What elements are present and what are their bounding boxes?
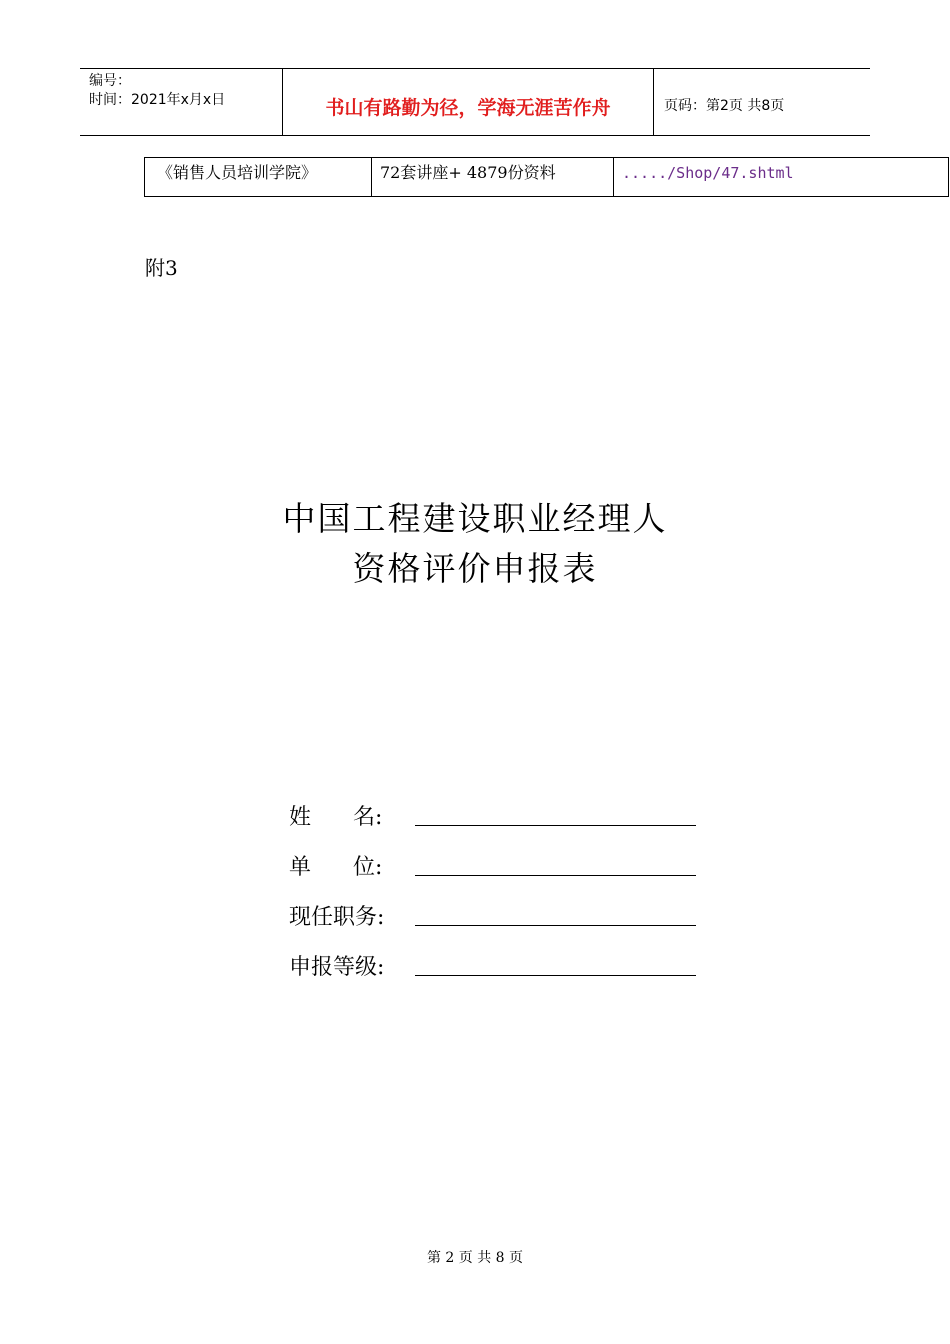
header-meta-cell	[80, 69, 282, 135]
form-field-level	[289, 950, 699, 982]
form-field-position	[289, 900, 699, 932]
field-label-position: 现任职务:	[289, 905, 385, 930]
document-title-line1: 中国工程建设职业经理人	[282, 499, 668, 538]
document-header	[80, 68, 870, 136]
field-line-unit[interactable]	[415, 875, 696, 876]
form-field-name	[289, 800, 699, 832]
document-title-line2: 资格评价申报表	[352, 549, 598, 588]
field-label-unit: 单 位:	[289, 855, 383, 880]
appendix-label: 附3	[145, 256, 178, 280]
field-line-name[interactable]	[415, 825, 696, 826]
motto-text: 书山有路勤为径，学海无涯苦作舟	[325, 97, 611, 119]
form-field-unit	[289, 850, 699, 882]
field-label-level: 申报等级:	[289, 955, 385, 980]
field-line-position[interactable]	[415, 925, 696, 926]
ad-cell-link[interactable]: ...../Shop/47.shtml	[622, 164, 794, 182]
ad-cell-materials: 72套讲座+ 4879份资料	[371, 158, 614, 196]
field-label-name: 姓 名:	[289, 805, 383, 830]
header-motto-cell	[282, 69, 654, 135]
page-info: 页码：第2页 共8页	[664, 98, 785, 114]
ad-table	[144, 157, 949, 197]
field-line-level[interactable]	[415, 975, 696, 976]
ad-cell-institute: 《销售人员培训学院》	[157, 163, 318, 182]
time-label: 时间：2021年x月x日	[89, 92, 226, 108]
header-page-cell	[654, 69, 870, 135]
number-label: 编号：	[89, 73, 131, 89]
page-footer: 第 2 页 共 8 页	[426, 1250, 524, 1266]
